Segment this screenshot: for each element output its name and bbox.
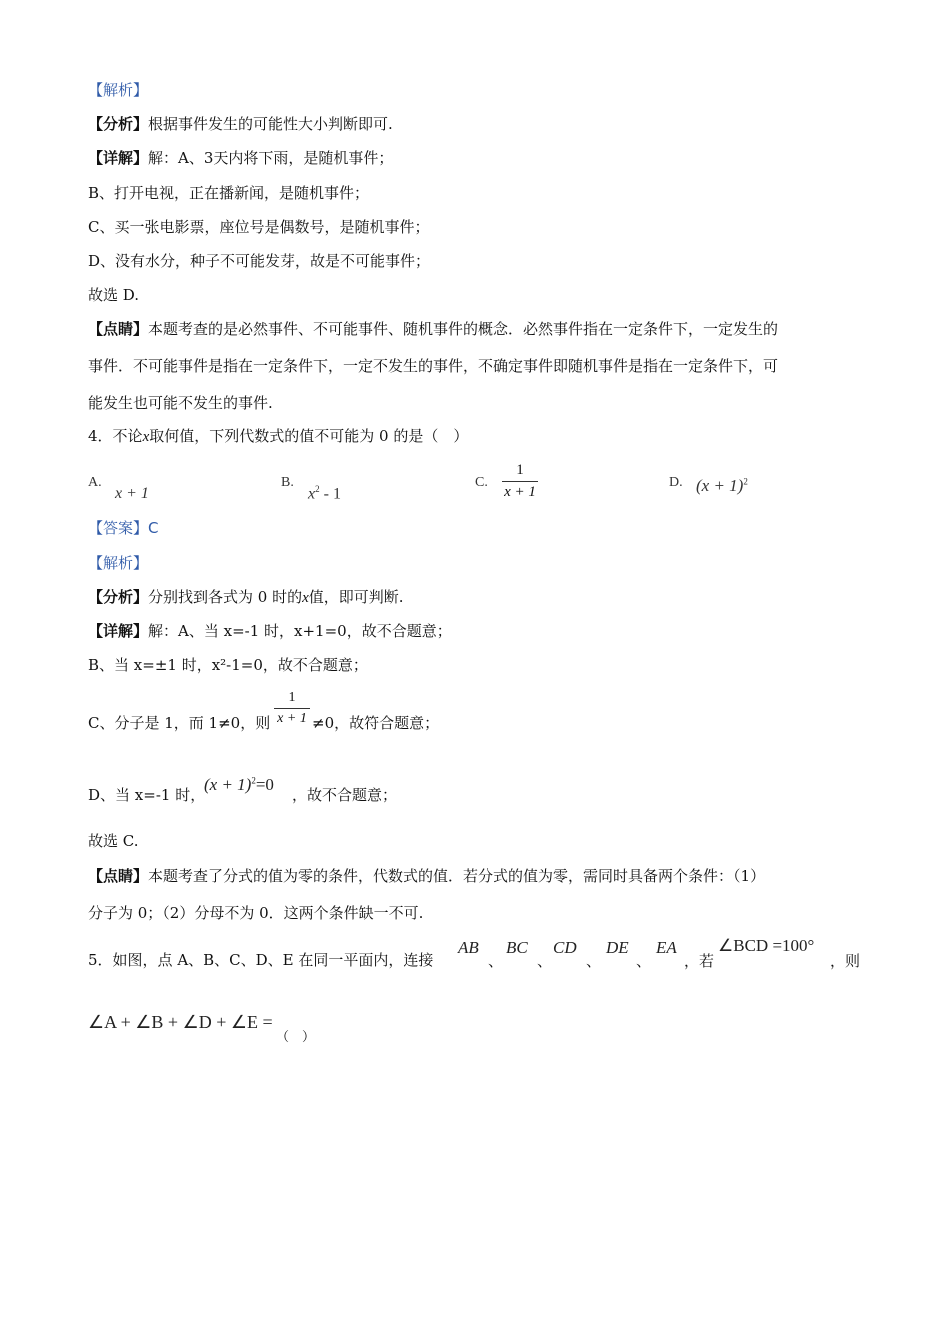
q4-stem: [88, 426, 468, 447]
option-c-fraction: [502, 462, 538, 501]
q5-if: ，若: [684, 952, 715, 970]
segment-ab: AB: [458, 938, 479, 957]
q3-comment-2: 事件．不可能事件是指在一定条件下，一定不发生的事件，不确定事件即随机事件是指在一定条件下，可: [88, 357, 779, 375]
q4-comment-1: [88, 866, 765, 886]
fraction-denominator: x + 1: [277, 711, 307, 726]
q3-detail: [88, 148, 393, 168]
q4-stem-part: 取何值，下列代数式的值不可能为 0 的是（ ）: [149, 427, 469, 445]
option-b-label: B.: [281, 475, 294, 490]
var-x: x: [142, 429, 150, 445]
fraction-numerator: 1: [288, 690, 296, 705]
q5-stem-a: [88, 950, 433, 970]
separator: 、: [537, 952, 553, 970]
q4-line-d-b: ，故不合题意；: [292, 786, 398, 804]
question-number: 4．: [88, 427, 113, 445]
fraction-denominator: x + 1: [504, 484, 536, 500]
fraction-bar: [502, 481, 538, 482]
jiexi-label: 【解析】: [88, 554, 149, 572]
q4-line-b: B、当 x=±1 时，x²-1=0，故不合题意；: [88, 656, 368, 674]
answer-label: 【答案】: [88, 519, 149, 537]
q3-analysis: [88, 114, 393, 134]
q4-line-c-a: C、分子是 1，而 1≠0，则: [88, 714, 271, 732]
answer-value: C: [148, 519, 159, 537]
separator: 、: [488, 952, 504, 970]
segment-bc: BC: [506, 938, 528, 957]
q3-comment-1: [88, 319, 778, 339]
expr-text: x + 1: [115, 485, 149, 502]
var-x: x: [302, 590, 309, 606]
analysis-label: 【分析】: [88, 115, 149, 133]
q5-stem-part: 如图，点 A、B、C、D、E 在同一平面内，连接: [112, 951, 434, 969]
option-c-label: C.: [475, 475, 488, 490]
q4-answer: [88, 518, 159, 538]
fraction-numerator: 1: [516, 462, 524, 478]
option-d-label: D.: [669, 475, 683, 490]
q3-choice: 故选 D.: [88, 286, 140, 304]
comment-text: 本题考查的是必然事件、不可能事件、随机事件的概念．必然事件指在一定条件下，一定发生的: [148, 320, 779, 338]
q5-then: ，则: [830, 952, 861, 970]
segment-de: DE: [606, 938, 629, 957]
detail-text: 解：A、3天内将下雨，是随机事件；: [148, 149, 394, 167]
line-d-expr: [204, 775, 274, 795]
analysis-text: 根据事件发生的可能性大小判断即可.: [148, 115, 393, 133]
option-b-expr: [308, 484, 341, 503]
q4-choice: 故选 C.: [88, 832, 139, 850]
expr-exponent: 2: [315, 484, 320, 494]
analysis-label: 【分析】: [88, 588, 149, 606]
expr-text: (x + 1): [696, 476, 744, 495]
q3-line-c: C、买一张电影票，座位号是偶数号，是随机事件；: [88, 218, 430, 236]
separator: 、: [586, 952, 602, 970]
q4-analysis: [88, 587, 404, 608]
angle-condition: ∠BCD =100°: [718, 936, 815, 955]
comment-label: 【点睛】: [88, 867, 149, 885]
expr-eq: =0: [255, 775, 274, 794]
expr-base: x: [308, 485, 316, 503]
q4-line-c-b: ≠0，故符合题意；: [312, 714, 440, 732]
comment-text: 本题考查了分式的值为零的条件，代数式的值．若分式的值为零，需同时具备两个条件：（1）: [148, 867, 766, 885]
question-number: 5．: [88, 951, 113, 969]
option-a-expr: [115, 485, 149, 503]
q4-stem-part: 不论: [112, 427, 143, 445]
angle-sum-expr: ∠A + ∠B + ∠D + ∠E =: [88, 1012, 273, 1032]
line-c-fraction: [274, 690, 310, 727]
analysis-text: 值，即可判断.: [308, 588, 404, 606]
option-d-expr: [696, 476, 748, 496]
expr-exponent: 2: [743, 476, 748, 487]
q3-line-d: D、没有水分，种子不可能发芽，故是不可能事件；: [88, 252, 431, 270]
detail-label: 【详解】: [88, 622, 149, 640]
q4-line-d-a: D、当 x=-1 时，: [88, 786, 206, 804]
q3-comment-3: 能发生也可能不发生的事件.: [88, 394, 273, 412]
q4-detail: [88, 621, 452, 641]
segment-cd: CD: [553, 938, 577, 957]
jiexi-label: 【解析】: [88, 81, 149, 99]
detail-text: 解：A、当 x=-1 时，x+1=0，故不合题意；: [148, 622, 452, 640]
option-a-label: A.: [88, 475, 102, 490]
expr-text: (x + 1): [204, 775, 252, 794]
detail-label: 【详解】: [88, 149, 149, 167]
expr-exponent: 2: [251, 775, 256, 786]
q3-line-b: B、打开电视，正在播新闻，是随机事件；: [88, 184, 370, 202]
segment-ea: EA: [656, 938, 677, 957]
answer-paren: （ ）: [276, 1030, 316, 1045]
analysis-text: 分别找到各式为 0 时的: [148, 588, 303, 606]
separator: 、: [636, 952, 652, 970]
expr-tail: - 1: [319, 485, 341, 503]
q4-comment-2: 分子为 0；（2）分母不为 0．这两个条件缺一不可.: [88, 904, 424, 922]
fraction-bar: [274, 708, 310, 709]
comment-label: 【点睛】: [88, 320, 149, 338]
